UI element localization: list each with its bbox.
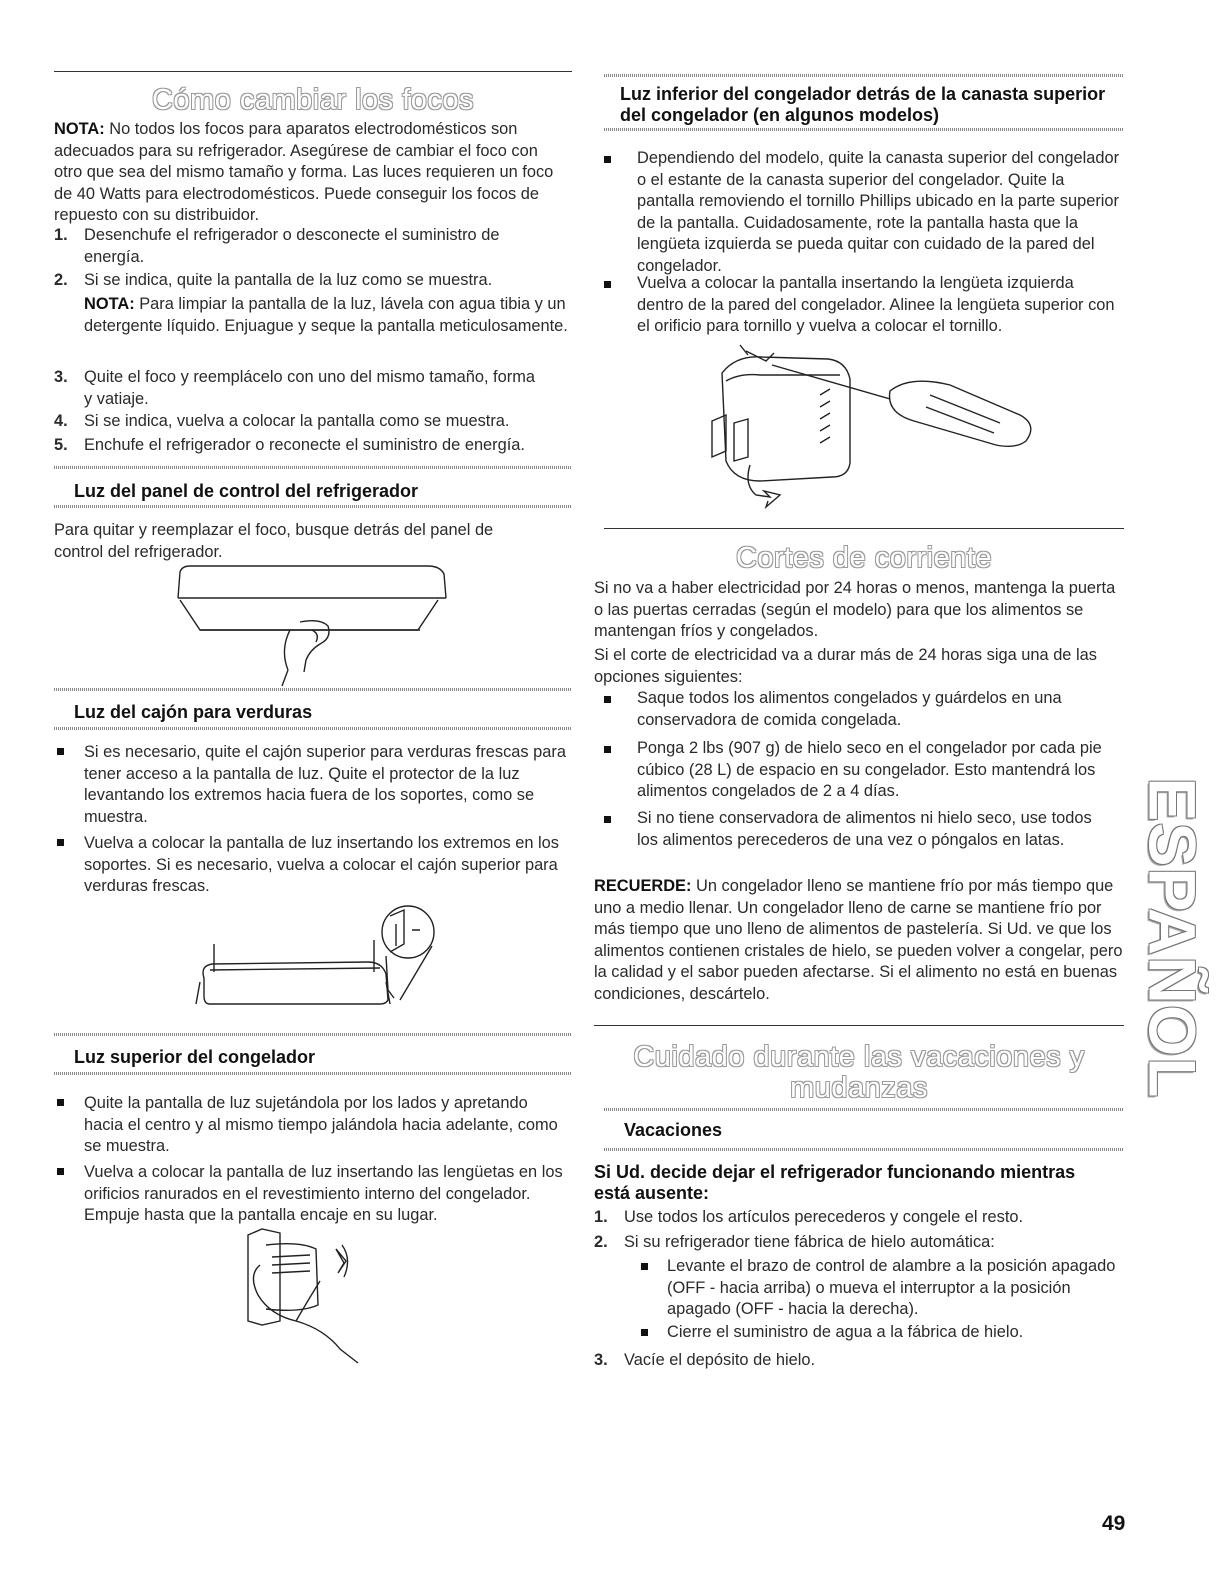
divider	[54, 466, 572, 469]
crisper-bullet-1: Si es necesario, quite el cajón superior para verduras frescas para tener acceso a la pantalla de luz. Quite el protector de la luz levantando los extremos hacia fuera de los soportes, como se muestra.	[84, 743, 566, 826]
step-number: 3.	[594, 1351, 608, 1369]
step-text: Si se indica, quite la pantalla de la luz como se muestra.	[84, 271, 493, 289]
freezer-lower-bullet-1: Dependiendo del modelo, quite la canasta superior del congelador o el estante de la canasta superior del congelador. Quite la pantalla removiendo el tornillo Phillips ubicado en la parte superior de la pantalla. Cuidadosamente, rote la pantalla hasta que la lengüeta izquierda se pueda quitar con cuidado de la pared del congelador.	[637, 149, 1120, 275]
note-label: NOTA:	[54, 120, 105, 138]
step-number: 1.	[54, 226, 68, 244]
power-bullet-3: Si no tiene conservadora de alimentos ni hielo seco, use todos los alimentos perecederos de una vez o póngalos en latas.	[637, 809, 1092, 849]
section-title-vacation-line-2: mudanzas	[790, 1072, 928, 1104]
heading-vacation: Vacaciones	[624, 1120, 723, 1140]
bullet	[604, 816, 611, 823]
page-number: 49	[1102, 1512, 1126, 1535]
vacation-step-text: Si su refrigerador tiene fábrica de hielo automática:	[624, 1233, 995, 1251]
step-text: Si se indica, vuelva a colocar la pantalla como se muestra.	[84, 412, 510, 430]
power-bullet-1: Saque todos los alimentos congelados y guárdelos en una conservadora de comida congelada.	[637, 689, 1062, 729]
step-number: 2.	[54, 271, 68, 289]
bullet	[57, 748, 64, 755]
bullet	[604, 696, 611, 703]
section-title-bulbs: Cómo cambiar los focos	[151, 84, 475, 116]
heading-freezer-upper-light: Luz superior del congelador	[74, 1047, 316, 1067]
bullet	[604, 746, 611, 753]
freezer-upper-light-illustration	[240, 1225, 380, 1365]
step-number: 2.	[594, 1233, 608, 1251]
step-number: 5.	[54, 436, 68, 454]
step-text: Enchufe el refrigerador o reconecte el suministro de energía.	[84, 436, 525, 454]
freezer-upper-bullet-1: Quite la pantalla de luz sujetándola por los lados y apretando hacia el centro y al mismo tiempo jalándola hacia adelante, como se muestra.	[84, 1094, 558, 1155]
power-para-1: Si no va a haber electricidad por 24 horas o menos, mantenga la puerta o las puertas cerradas (según el modelo) para que los alimentos se mantengan fríos y congelados.	[594, 579, 1116, 640]
step-number: 4.	[54, 412, 68, 430]
heading-control-panel-light: Luz del panel de control del refrigerador	[74, 481, 419, 501]
step-number: 3.	[54, 368, 68, 386]
remember-label: RECUERDE:	[594, 877, 692, 895]
section-title-power-outages: Cortes de corriente	[735, 542, 993, 574]
bullet	[604, 281, 611, 288]
control-panel-illustration	[170, 560, 460, 690]
divider	[54, 1072, 572, 1075]
top-rule-left	[54, 71, 572, 72]
power-para-2: Si el corte de electricidad va a durar más de 24 horas siga una de las opciones siguientes:	[594, 646, 1097, 686]
step-text: Quite el foco y reemplácelo con uno del mismo tamaño, forma y vatiaje.	[84, 368, 535, 408]
divider	[54, 1033, 572, 1036]
divider	[54, 505, 572, 508]
section-rule	[594, 1025, 1124, 1026]
step-text: Desenchufe el refrigerador o desconecte el suministro de energía.	[84, 226, 500, 266]
vacation-step-text: Use todos los artículos perecederos y congele el resto.	[624, 1208, 1024, 1226]
bullet	[57, 1168, 64, 1175]
divider	[604, 1108, 1124, 1111]
control-panel-text: Para quitar y reemplazar el foco, busque detrás del panel de control del refrigerador.	[54, 521, 494, 561]
step2-note-label: NOTA:	[84, 295, 135, 313]
freezer-lower-light-illustration	[700, 345, 1050, 515]
divider	[54, 727, 572, 730]
power-bullet-2: Ponga 2 lbs (907 g) de hielo seco en el congelador por cada pie cúbico (28 L) de espacio en su congelador. Esto mantendrá los alimentos congelados de 2 a 4 días.	[637, 739, 1102, 800]
remember-text: Un congelador lleno se mantiene frío por más tiempo que uno a medio llenar. Un congelador lleno de carne se mantiene frío por más tiempo que uno lleno de alimentos de pastelería. Si Ud. ve que los alimentos contienen cristales de hielo, se pueden volver a congelar, pero la calidad y el sabor pueden afectarse. Si el alimento no está en buenas condiciones, descártelo.	[594, 877, 1123, 1003]
bullet	[641, 1329, 648, 1336]
vacation-sub-bullet-1: Levante el brazo de control de alambre a la posición apagado (OFF - hacia arriba) o mueva el interruptor a la posición apagado (OFF - hacia la derecha).	[667, 1257, 1116, 1318]
vacation-step-text: Vacíe el depósito de hielo.	[624, 1351, 816, 1369]
bullet	[57, 1099, 64, 1106]
note-text: No todos los focos para aparatos electrodomésticos son adecuados para su refrigerador. Asegúrese de cambiar el foco con otro que sea del mismo tamaño y forma. Las luces requieren un foco de 40 Watts para electrodomésticos. Puede conseguir los focos de repuesto con su distribuidor.	[54, 120, 554, 224]
language-side-tab	[1132, 776, 1214, 1099]
section-rule	[604, 528, 1124, 529]
vacation-sub-bullet-2: Cierre el suministro de agua a la fábrica de hielo.	[667, 1323, 1024, 1341]
heading-crisper-light: Luz del cajón para verduras	[74, 702, 313, 722]
freezer-lower-bullet-2: Vuelva a colocar la pantalla insertando la lengüeta izquierda dentro de la pared del congelador. Alinee la lengüeta superior con el orificio para tornillo y vuelva a colocar el tornillo.	[637, 274, 1115, 335]
divider	[604, 74, 1124, 77]
heading-freezer-lower-light: Luz inferior del congelador detrás de la canasta superior del congelador (en algunos modelos)	[620, 84, 1106, 125]
section-title-vacation-line-1: Cuidado durante las vacaciones y	[633, 1041, 1085, 1073]
crisper-bullet-2: Vuelva a colocar la pantalla de luz insertando los extremos en los soportes. Si es necesario, vuelva a colocar el cajón superior para verduras frescas.	[84, 834, 559, 895]
vacation-subheading: Si Ud. decide dejar el refrigerador funcionando mientras está ausente:	[594, 1162, 1076, 1203]
crisper-light-illustration	[190, 900, 440, 1020]
step2-note-text: Para limpiar la pantalla de la luz, lávela con agua tibia y un detergente líquido. Enjuague y seque la pantalla meticulosamente.	[84, 295, 568, 335]
bullet	[604, 156, 611, 163]
step-number: 1.	[594, 1208, 608, 1226]
divider	[54, 688, 572, 691]
note-paragraph	[54, 119, 569, 227]
remember-paragraph	[594, 876, 1124, 1005]
language-side-tab-label: ESPAÑOL	[1136, 776, 1210, 1099]
divider	[604, 128, 1124, 131]
step2-note	[84, 294, 569, 337]
divider	[604, 1148, 1124, 1151]
freezer-upper-bullet-2: Vuelva a colocar la pantalla de luz insertando las lengüetas en los orificios ranurados en el revestimiento interno del congelador. Empuje hasta que la pantalla encaje en su lugar.	[84, 1163, 563, 1224]
bullet	[57, 839, 64, 846]
bullet	[641, 1263, 648, 1270]
